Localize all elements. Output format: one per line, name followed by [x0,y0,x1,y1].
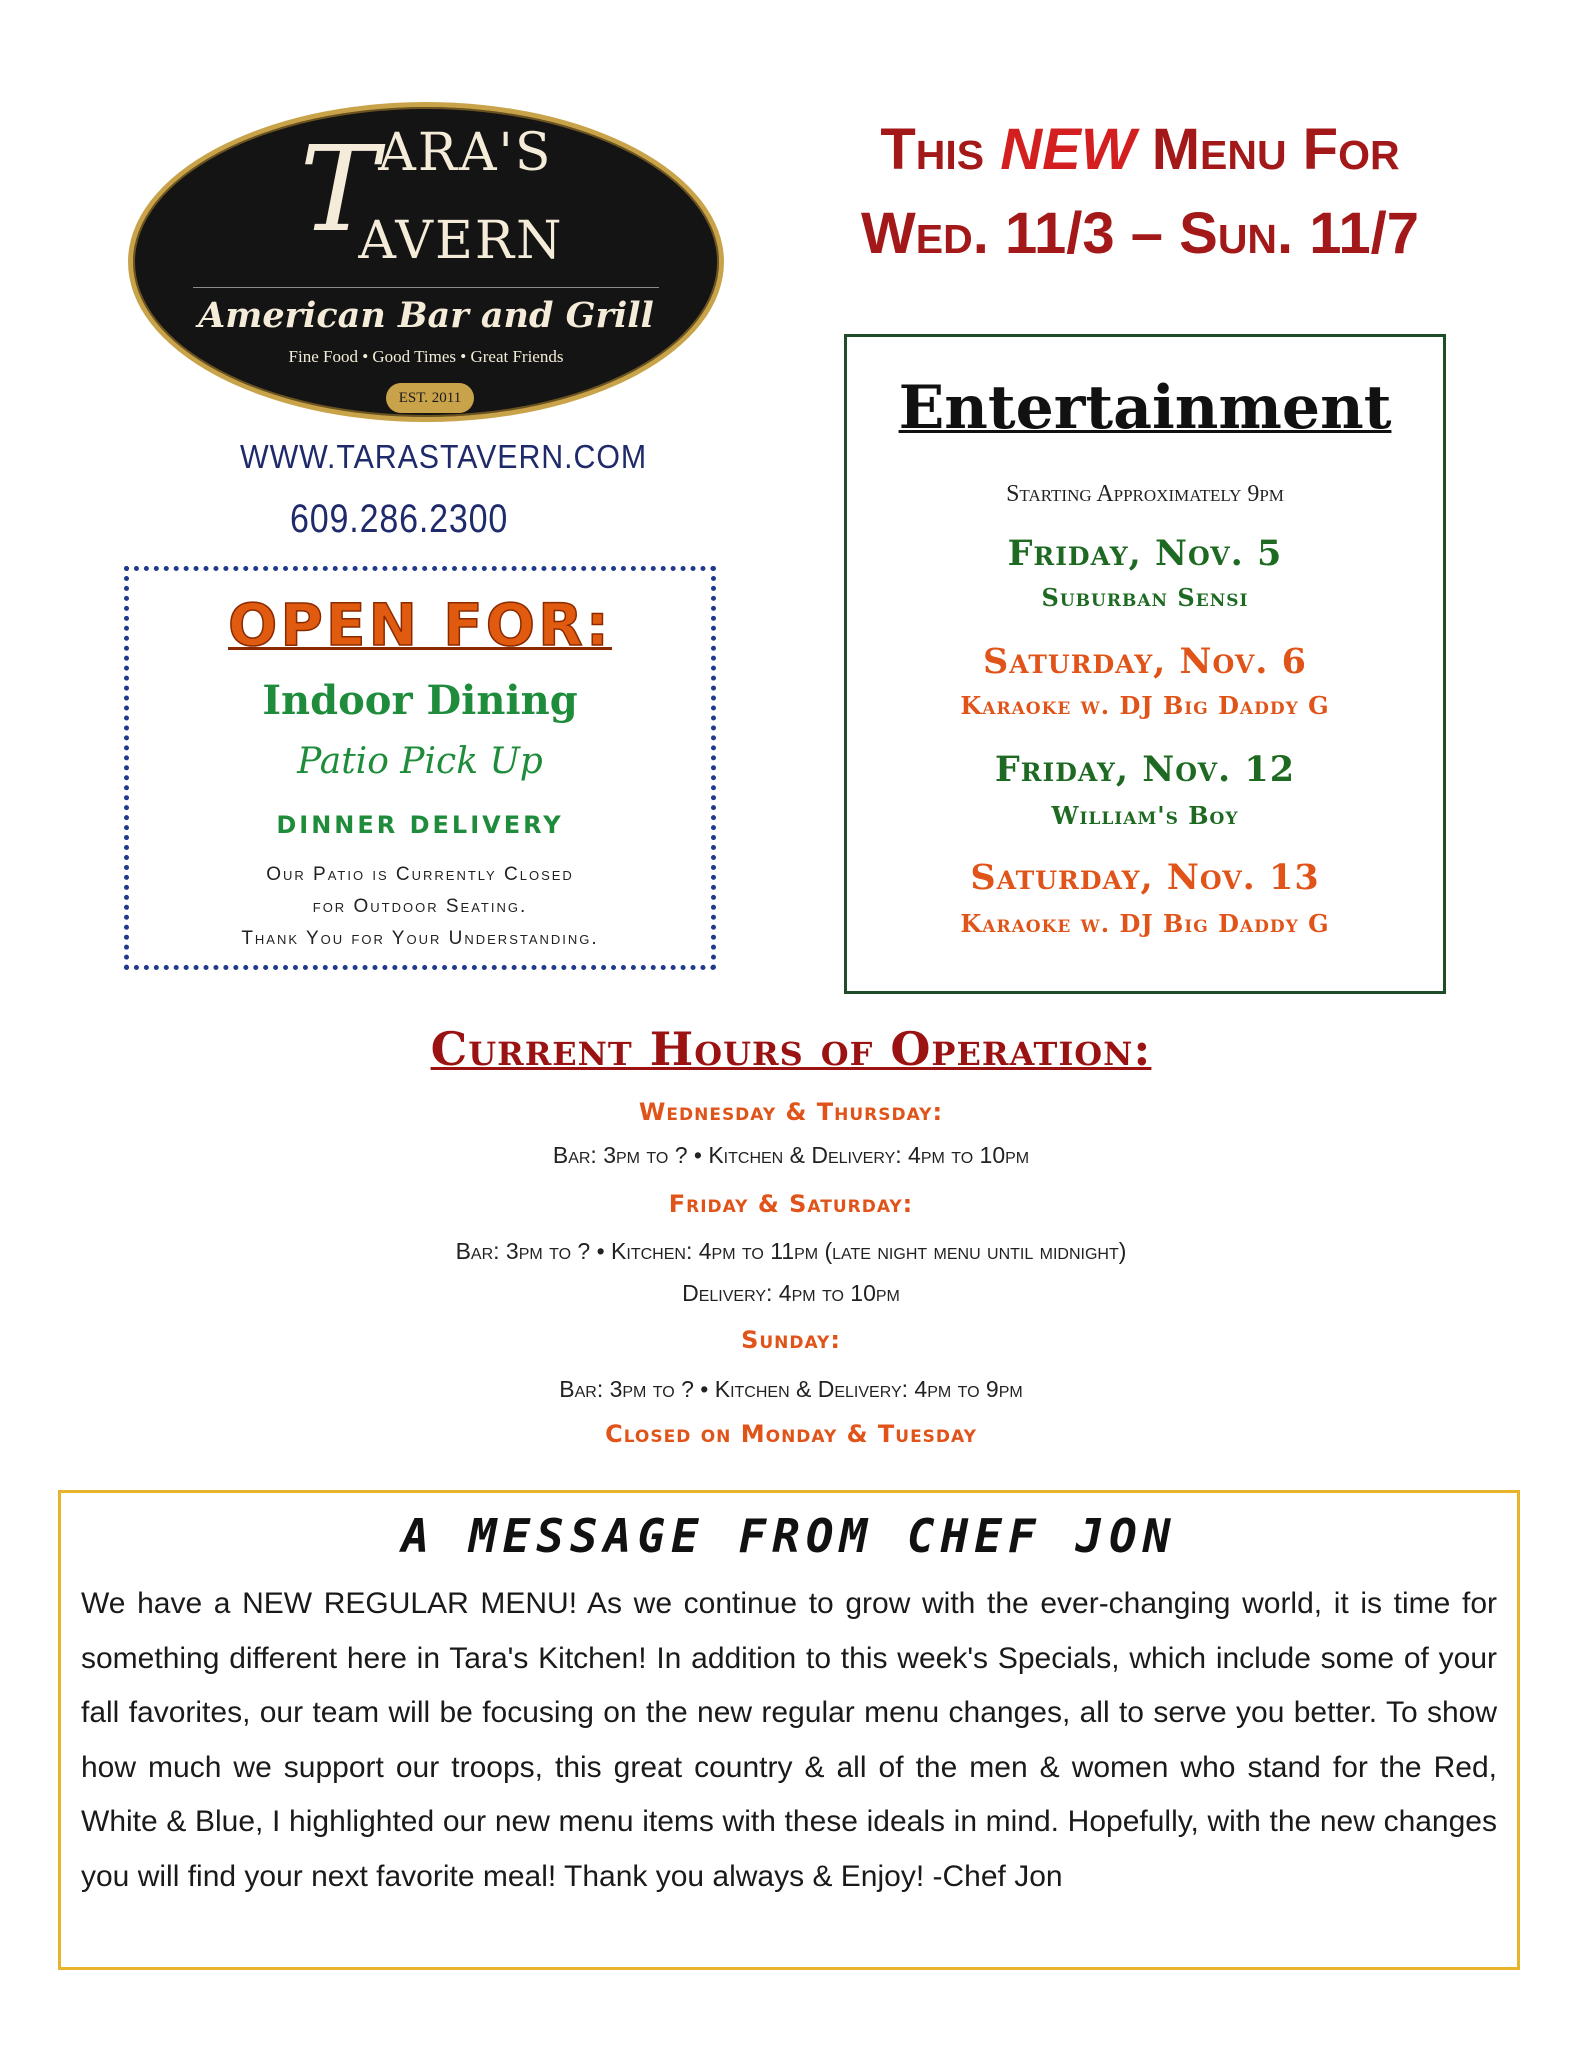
hours-title: Current Hours of Operation: [430,1022,1152,1076]
logo-initial-t: T [299,120,379,258]
open-for-title: OPEN FOR: [228,591,612,659]
event-act: Karaoke w. DJ Big Daddy G [960,691,1330,720]
logo-tagline: Fine Food • Good Times • Great Friends [288,347,564,366]
logo-word-avern: AVERN [358,211,564,271]
phone-number[interactable]: 609.286.2300 [290,497,509,541]
headline-menu-for: Menu For [1135,117,1400,182]
headline-new: NEW [1000,117,1136,182]
logo-subtitle: American Bar and Grill [198,295,654,336]
hours-sunday-heading: Sunday: [741,1326,841,1354]
entertainment-title: Entertainment [898,373,1392,443]
logo-divider [193,287,659,288]
chef-message-body: We have a NEW REGULAR MENU! As we continue to grow with the ever-changing world, it is time for something different here in Tara's Kitchen! In addition to this week's Specials, which include some of your fall favorites, our team will be focusing on the new regular menu changes, all to serve you better. To show how much we support our troops, this great country & all of the men & women who stand for the Red, White & Blue, I highlighted our new menu items with these ideals in mind. Hopefully, with the new changes you will find your next favorite meal! Thank you always & Enjoy! -Chef Jon [81,1587,1497,1893]
open-for-box [124,566,716,970]
logo-word-aras: ARA'S [378,123,553,183]
hours-fri-sat-delivery: Delivery: 4pm to 10pm [682,1280,900,1306]
hours-fri-sat-heading: Friday & Saturday: [668,1190,914,1218]
chef-message-title: A MESSAGE FROM CHEF JON [401,1509,1177,1563]
hours-wed-thu-heading: Wednesday & Thursday: [638,1098,944,1126]
patio-closed-note [129,859,711,955]
patio-note-line-2: for Outdoor Seating. [312,896,528,917]
chef-message-box [58,1490,1520,1970]
event-act: Karaoke w. DJ Big Daddy G [960,909,1330,938]
event-date: Saturday, Nov. 6 [983,641,1307,682]
patio-note-line-3: Thank You for Your Understanding. [241,928,599,949]
indoor-dining: Indoor Dining [262,677,578,724]
event-date: Friday, Nov. 5 [1007,533,1283,574]
website-link[interactable]: WWW.TARASTAVERN.COM [240,438,648,475]
dinner-delivery: DINNER DELIVERY [276,811,564,839]
logo-established-badge: EST. 2011 [386,383,474,413]
headline-dates: Wed. 11/3 – Sun. 11/7 [861,201,1419,266]
headline-line-1 [700,116,1580,183]
logo-wordmark [133,120,719,271]
headline-this: This [880,117,1001,182]
taras-tavern-logo [128,102,724,422]
hours-sunday-times: Bar: 3pm to ? • Kitchen & Delivery: 4pm to 9pm [559,1376,1023,1402]
hours-closed-days: Closed on Monday & Tuesday [605,1420,977,1448]
event-date: Friday, Nov. 12 [994,749,1296,790]
event-date: Saturday, Nov. 13 [970,857,1320,898]
patio-pick-up: Patio Pick Up [297,741,543,782]
hours-fri-sat-times: Bar: 3pm to ? • Kitchen: 4pm to 11pm (late night menu until midnight) [455,1238,1127,1264]
event-act: William's Boy [1051,801,1239,830]
hours-wed-thu-times: Bar: 3pm to ? • Kitchen & Delivery: 4pm to 10pm [552,1142,1030,1168]
patio-note-line-1: Our Patio is Currently Closed [266,864,574,885]
event-act: Suburban Sensi [1041,583,1249,612]
entertainment-box [844,334,1446,994]
entertainment-start-time: Starting Approximately 9pm [1006,481,1284,507]
